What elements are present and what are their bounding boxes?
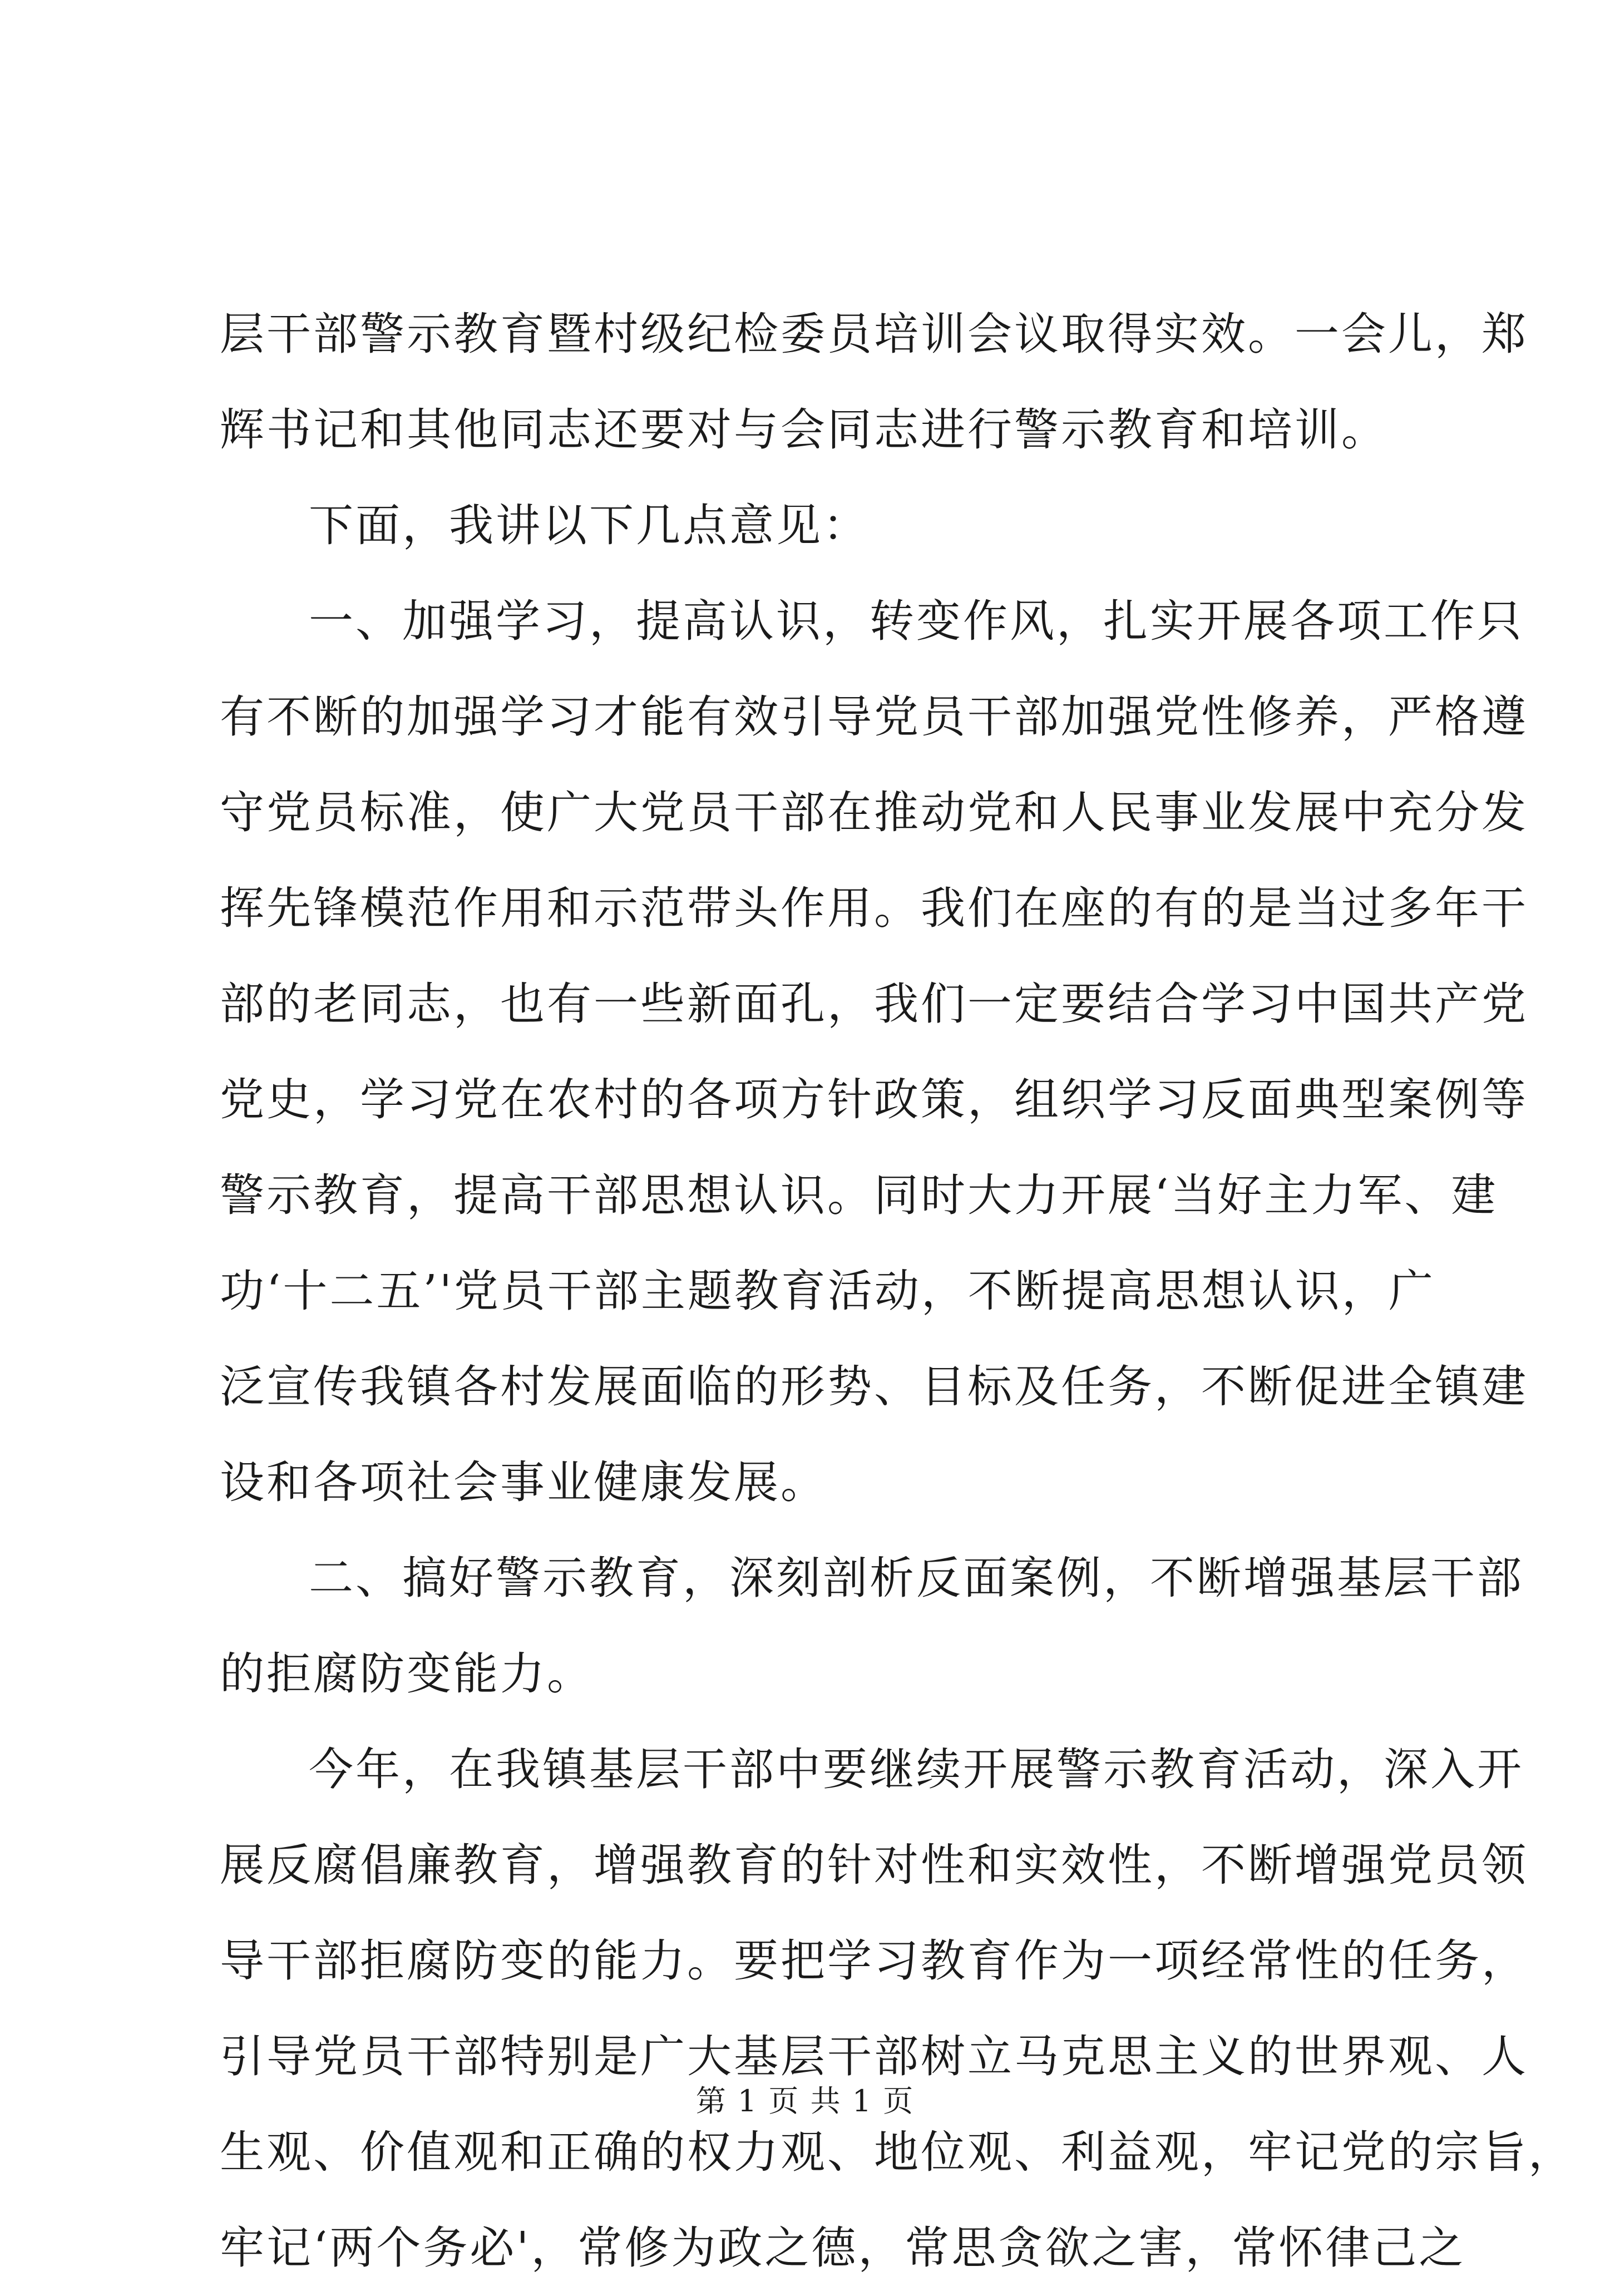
- text-line: 导干部拒腐防变的能力。要把学习教育作为一项经常性的任务，: [220, 1935, 1528, 1987]
- text-line: 层干部警示教育暨村级纪检委员培训会议取得实效。一会儿，郑: [220, 308, 1528, 360]
- text-line: 展反腐倡廉教育，增强教育的针对性和实效性，不断增强党员领: [220, 1839, 1528, 1891]
- text-line: 功‘十二五’'党员干部主题教育活动，不断提高思想认识，广: [220, 1265, 1435, 1317]
- text-line: 挥先锋模范作用和示范带头作用。我们在座的有的是当过多年干: [220, 882, 1528, 934]
- text-line: 牢记‘两个务必'，常修为政之德，常思贪欲之害，常怀律己之: [220, 2222, 1466, 2274]
- text-line: 有不断的加强学习才能有效引导党员干部加强党性修养，严格遵: [220, 691, 1528, 743]
- text-line: 设和各项社会事业健康发展。: [220, 1456, 827, 1508]
- text-line: 守党员标准，使广大党员干部在推动党和人民事业发展中充分发: [220, 787, 1528, 838]
- text-line: 下面，我讲以下几点意见：: [309, 500, 870, 551]
- page-number-label: 第 1 页 共 1 页: [695, 2083, 915, 2119]
- text-line: 引导党员干部特别是广大基层干部树立马克思主义的世界观、人: [220, 2031, 1528, 2082]
- text-line: 今年，在我镇基层干部中要继续开展警示教育活动，深入开: [309, 1744, 1524, 1795]
- text-line: 生观、价值观和正确的权力观、地位观、利益观，牢记党的宗旨，: [220, 2126, 1575, 2178]
- text-line: 辉书记和其他同志还要对与会同志进行警示教育和培训。: [220, 404, 1388, 456]
- text-line: 二、搞好警示教育，深刻剖析反面案例，不断增强基层干部: [309, 1552, 1524, 1604]
- text-line: 部的老同志，也有一些新面孔，我们一定要结合学习中国共产党: [220, 978, 1528, 1030]
- page-footer: [0, 2082, 1610, 2121]
- text-line: 党史，学习党在农村的各项方针政策，组织学习反面典型案例等: [220, 1074, 1528, 1125]
- text-line: 泛宣传我镇各村发展面临的形势、目标及任务，不断促进全镇建: [220, 1361, 1528, 1413]
- text-line: 警示教育，提高干部思想认识。同时大力开展‘当好主力军、建: [220, 1169, 1498, 1221]
- text-line: 一、加强学习，提高认识，转变作风，扎实开展各项工作只: [309, 595, 1524, 647]
- text-line: 的拒腐防变能力。: [220, 1648, 594, 1700]
- document-body: [220, 287, 1575, 2296]
